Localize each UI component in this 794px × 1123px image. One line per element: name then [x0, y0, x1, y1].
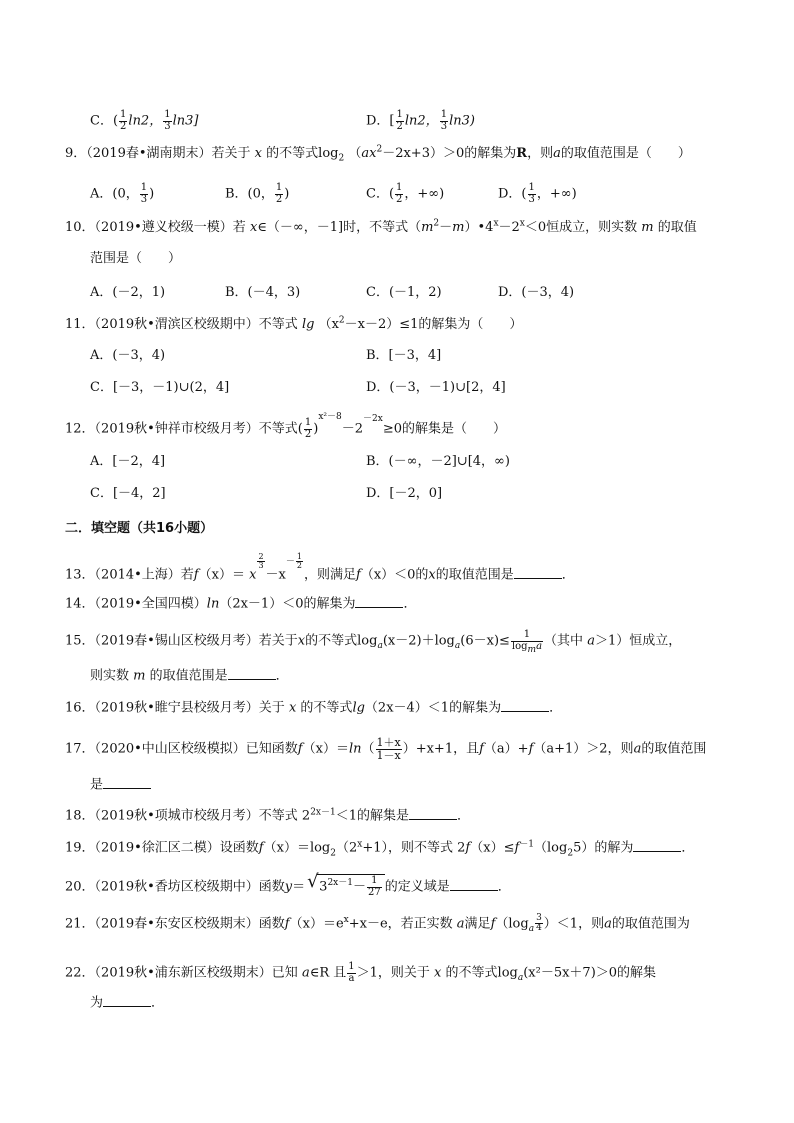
- q16-stem: 16．（2019秋•睢宁县校级月考）关于 x 的不等式lg（2x－4）＜1的解集为 ．: [65, 700, 563, 716]
- q8-option-d: D．[ $\frac{1}{2}$ ln2， $\frac{1}{3}$ ln3): [366, 109, 475, 132]
- q9-option-c: C．( $\frac{1}{2}$ ，+∞): [366, 182, 445, 205]
- q12-stem: 12．（2019秋•钟祥市校级月考）不等式( $\frac{1}{2}$ )$^{x^2-8}-2^{-2x}\ge 0$的解集是（ ）: [65, 412, 507, 440]
- q15-answer-blank[interactable]: [228, 667, 276, 680]
- q18-answer-blank[interactable]: [409, 807, 457, 820]
- section-heading-fill-in: 二．填空题（共16小题）: [65, 521, 214, 536]
- q17-answer-blank[interactable]: [103, 776, 151, 789]
- q11-option-a: A．(－3，4): [90, 348, 166, 363]
- q21-stem: 21．（2019春•东安区校级期末）函数$f(x)=e^x+x-e$，若正实数 a满足$f(\log_a$ $\frac{3}{4}$ ）＜1，则a的取值范围为: [65, 913, 690, 935]
- q11-option-c: C．[－3，－1)∪(2，4]: [90, 380, 230, 395]
- q13-answer-blank[interactable]: [514, 566, 562, 579]
- q9-stem: 9．（2019春•湖南期末）若关于 x 的不等式$\log_2 (ax^2-2x+3)>0$的解集为R，则a的取值范围是（ ）: [65, 144, 691, 164]
- q10-stem-line2: 范围是（ ）: [90, 251, 182, 266]
- q22-stem-line1: 22．（2019秋•浦东新区校级期末）已知 a∈R 且 $\frac{1}{a}$ ＞1，则关于 x 的不等式$\log_a(x^2-5x+7)>0$的解集: [65, 961, 657, 984]
- q17-stem-line1: 17．（2020•中山区校级模拟）已知函数f（x）＝ln（ $\frac{1+x}{1-x}$ ）+x+1，且f（a）+f（a+1）＞2，则a的取值范围: [65, 736, 707, 762]
- q13-stem: 13．（2014•上海）若f（x）＝ x $^{\frac{2}{3}}$ $-x^{- \frac{1}{2}}$ ，则满足f（x）＜0的x的取值范围是 ．: [65, 552, 575, 583]
- q14-answer-blank[interactable]: [355, 595, 403, 608]
- q8-option-c: C．( $\frac{1}{2}$ ln2， $\frac{1}{3}$ ln3]: [90, 109, 199, 132]
- q20-stem: 20．（2019秋•香坊区校级期中）函数y＝√ $3^{2x-1}-$ $\frac{1}{27}$ 的定义域是 ．: [65, 874, 511, 898]
- q10-option-b: B．(－4，3): [225, 285, 301, 300]
- q22-answer-blank[interactable]: [103, 994, 151, 1007]
- q15-stem-line2: 则实数 m 的取值范围是 ．: [90, 668, 289, 684]
- q14-stem: 14．（2019•全国四模）ln（2x－1）＜0的解集为 ．: [65, 596, 417, 612]
- q9-option-d: D．( $\frac{1}{3}$ ，+∞): [498, 182, 577, 205]
- q17-stem-line2: 是: [90, 776, 151, 792]
- q9-option-a: A．(0， $\frac{1}{3}$ ): [90, 182, 155, 205]
- q12-option-d: D．[－2，0]: [366, 486, 443, 501]
- q12-option-a: A．[－2，4]: [90, 454, 166, 469]
- q19-stem: 19．（2019•徐汇区二模）设函数$f(x)=\log_2(2^x+1)$，则不等式 $2f(x)\le f^{-1}(\log_25)$的解为 ．: [65, 839, 695, 859]
- q11-option-b: B．[－3，4]: [366, 348, 442, 363]
- q11-stem: 11．（2019秋•渭滨区校级期中）不等式 $\lg (x^2-x-2)\le 1$的解集为（ ）: [65, 315, 523, 332]
- q22-stem-line2: 为 ．: [90, 995, 165, 1011]
- q15-stem-line1: 15．（2019春•锡山区校级月考）若关于x的不等式$\log_a(x-2)+\log_a(6-x)\le$ $\frac{1}{\log_ma}$ （其中 a＞1）恒成立，: [65, 629, 682, 655]
- q11-option-d: D．(－3，－1)∪[2，4]: [366, 380, 506, 395]
- sqrt-expression: √ $3^{2x-1}-$ $\frac{1}{27}$: [317, 874, 385, 898]
- q9-option-b: B．(0， $\frac{1}{2}$ ): [225, 182, 290, 205]
- q16-answer-blank[interactable]: [501, 699, 549, 712]
- q12-option-b: B．(－∞，－2]∪[4，∞): [366, 454, 510, 469]
- q10-option-a: A．(－2，1): [90, 285, 166, 300]
- q19-answer-blank[interactable]: [633, 839, 681, 852]
- q18-stem: 18．（2019秋•项城市校级月考）不等式 $2^{2x-1}<1$的解集是 ．: [65, 807, 471, 824]
- q10-option-c: C．(－1，2): [366, 285, 442, 300]
- q10-stem-line1: 10．（2019•遵义校级一模）若 x∈（－∞，－1]时，不等式$(m^2-m)•4^x-2^x<0$恒成立，则实数 m 的取值: [65, 218, 697, 235]
- q20-answer-blank[interactable]: [450, 878, 498, 891]
- q10-option-d: D．(－3，4): [498, 285, 575, 300]
- q12-option-c: C．[－4，2]: [90, 486, 166, 501]
